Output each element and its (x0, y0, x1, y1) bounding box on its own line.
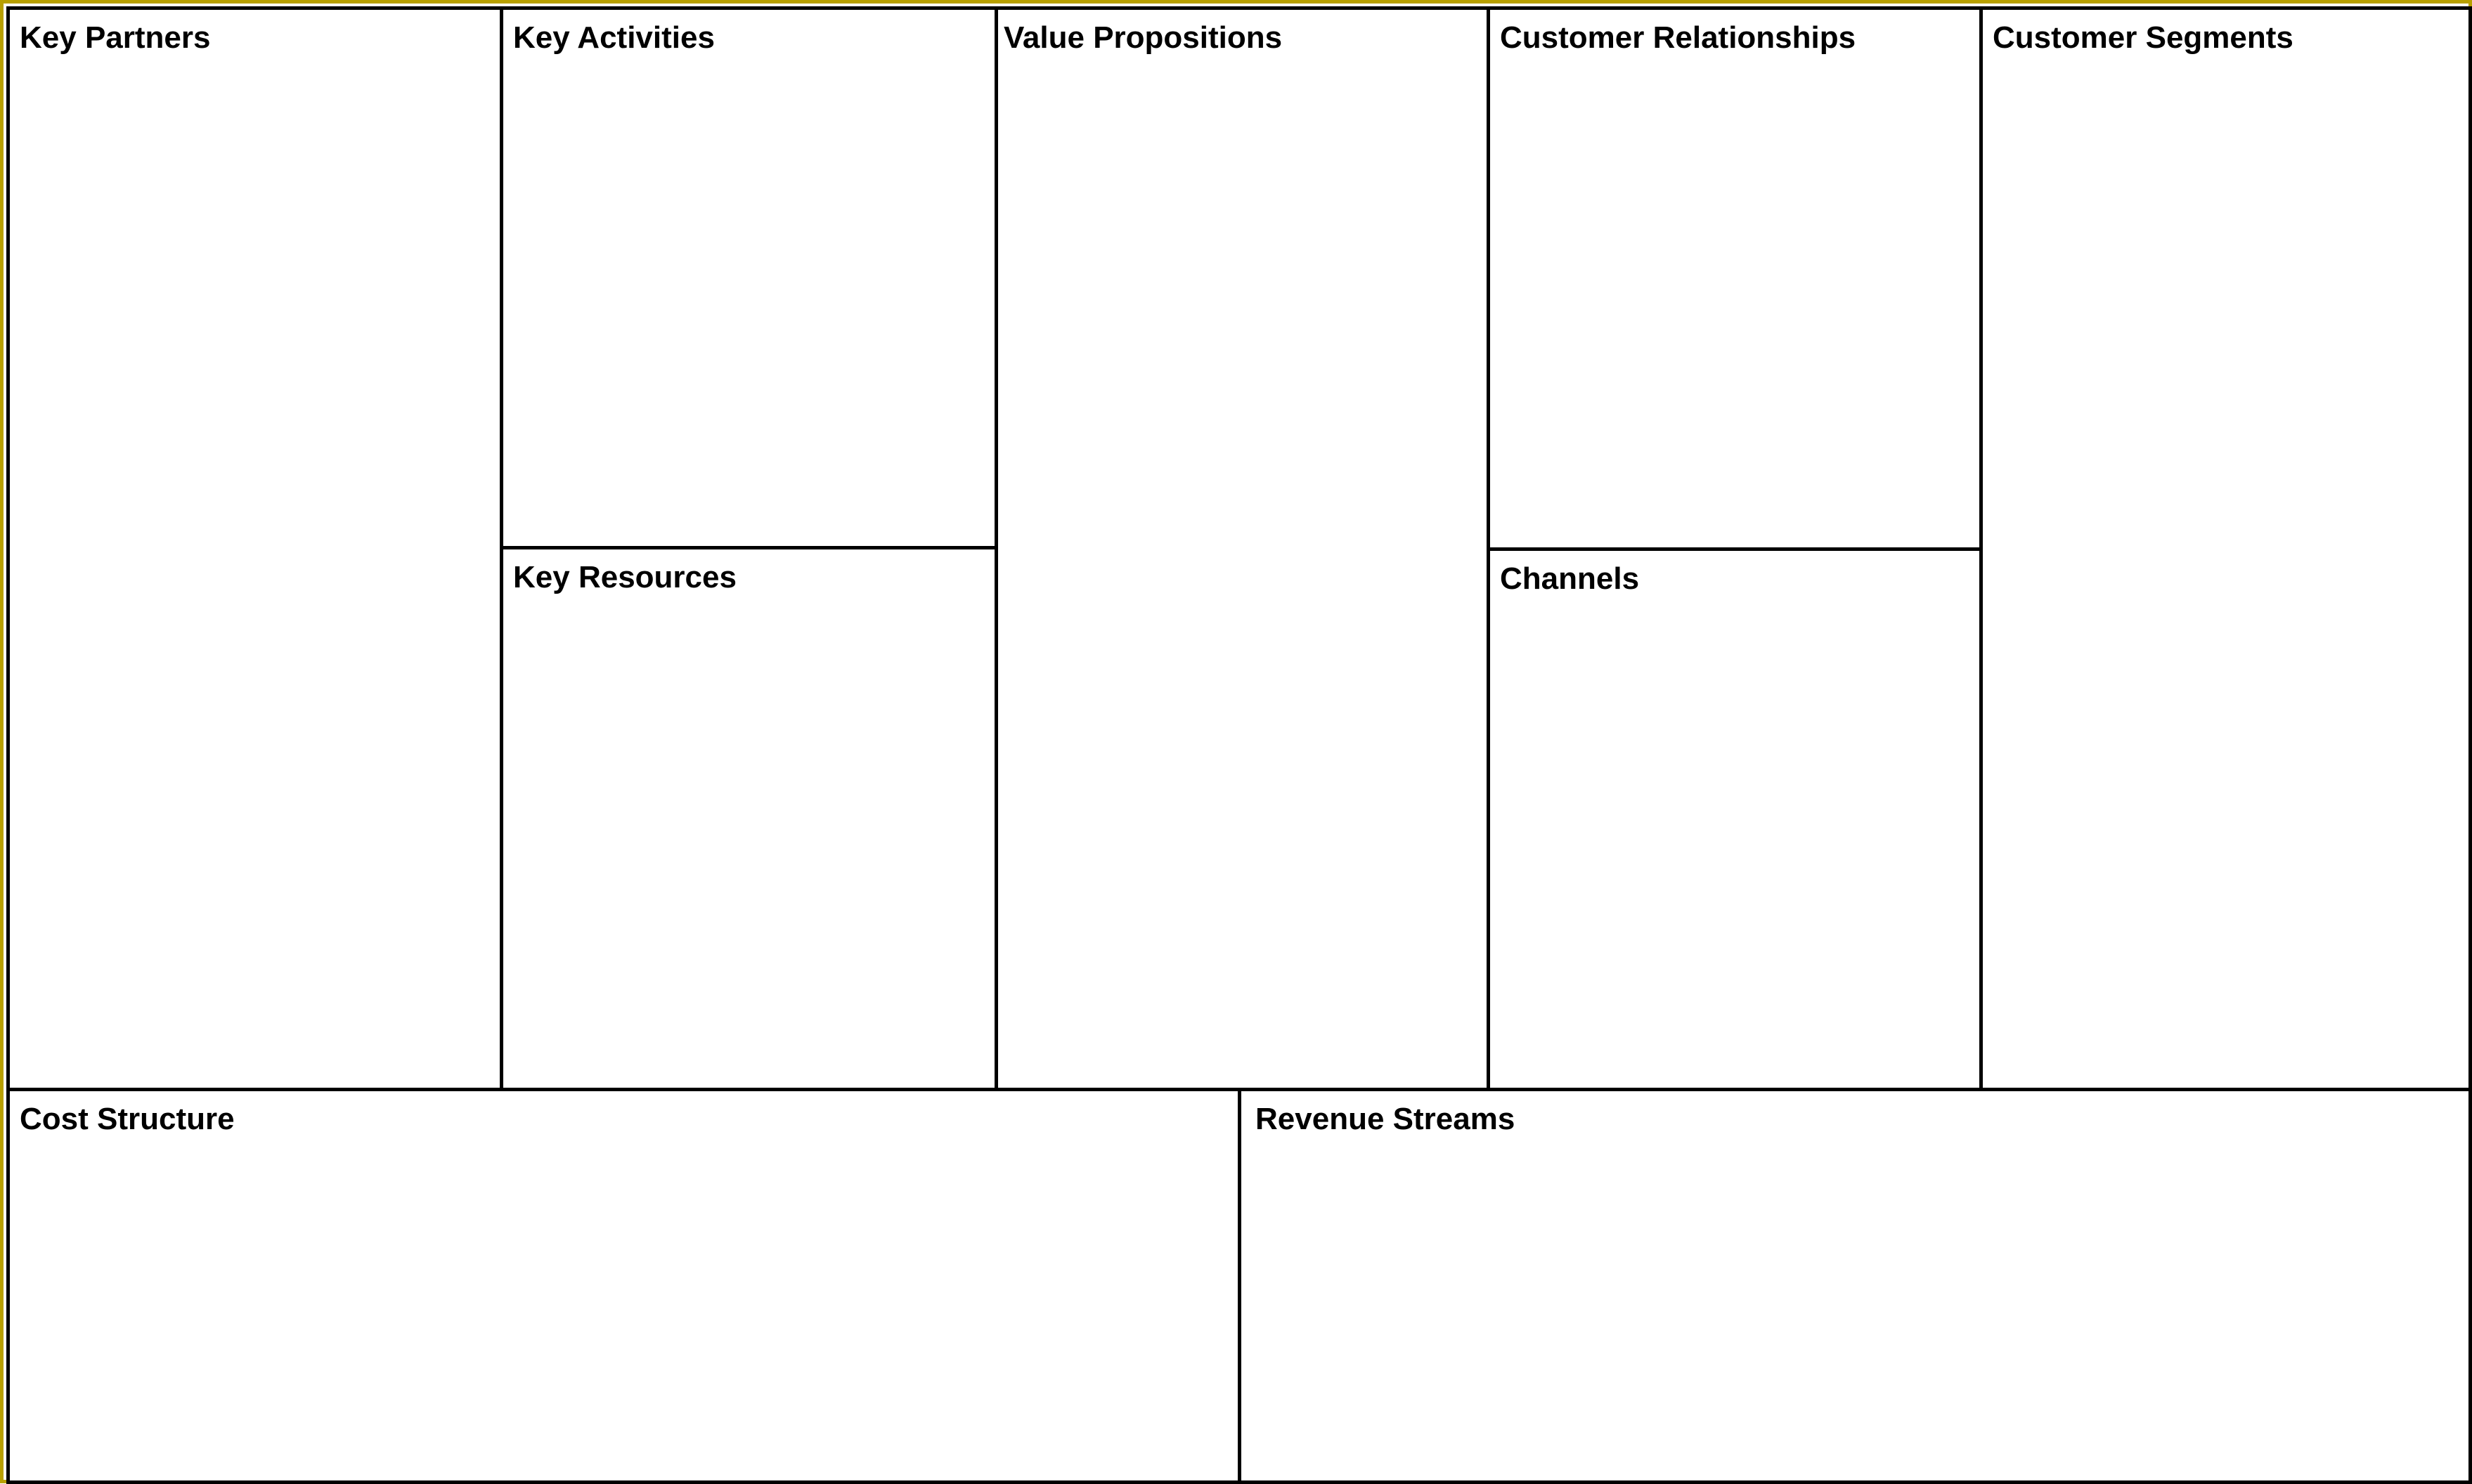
block-revenue-streams (1241, 1091, 2468, 1480)
outer-border-right (2468, 6, 2472, 1484)
block-key-resources (503, 549, 995, 1088)
block-customer-segments (1983, 10, 2468, 1088)
block-title-key-activities: Key Activities (513, 20, 715, 55)
block-key-partners (10, 10, 500, 1088)
block-key-activities (503, 10, 995, 546)
block-title-value-propositions: Value Propositions (1004, 20, 1283, 55)
block-cost-structure (10, 1091, 1238, 1480)
block-title-key-resources: Key Resources (513, 560, 737, 594)
block-title-revenue-streams: Revenue Streams (1255, 1102, 1515, 1136)
block-customer-relationships (1490, 10, 1979, 547)
block-title-channels: Channels (1500, 561, 1640, 596)
block-channels (1490, 551, 1979, 1088)
block-title-key-partners: Key Partners (20, 20, 211, 55)
block-title-customer-relationships: Customer Relationships (1500, 20, 1856, 55)
block-title-cost-structure: Cost Structure (20, 1102, 235, 1136)
block-title-customer-segments: Customer Segments (1993, 20, 2293, 55)
block-value-propositions (998, 10, 1487, 1088)
